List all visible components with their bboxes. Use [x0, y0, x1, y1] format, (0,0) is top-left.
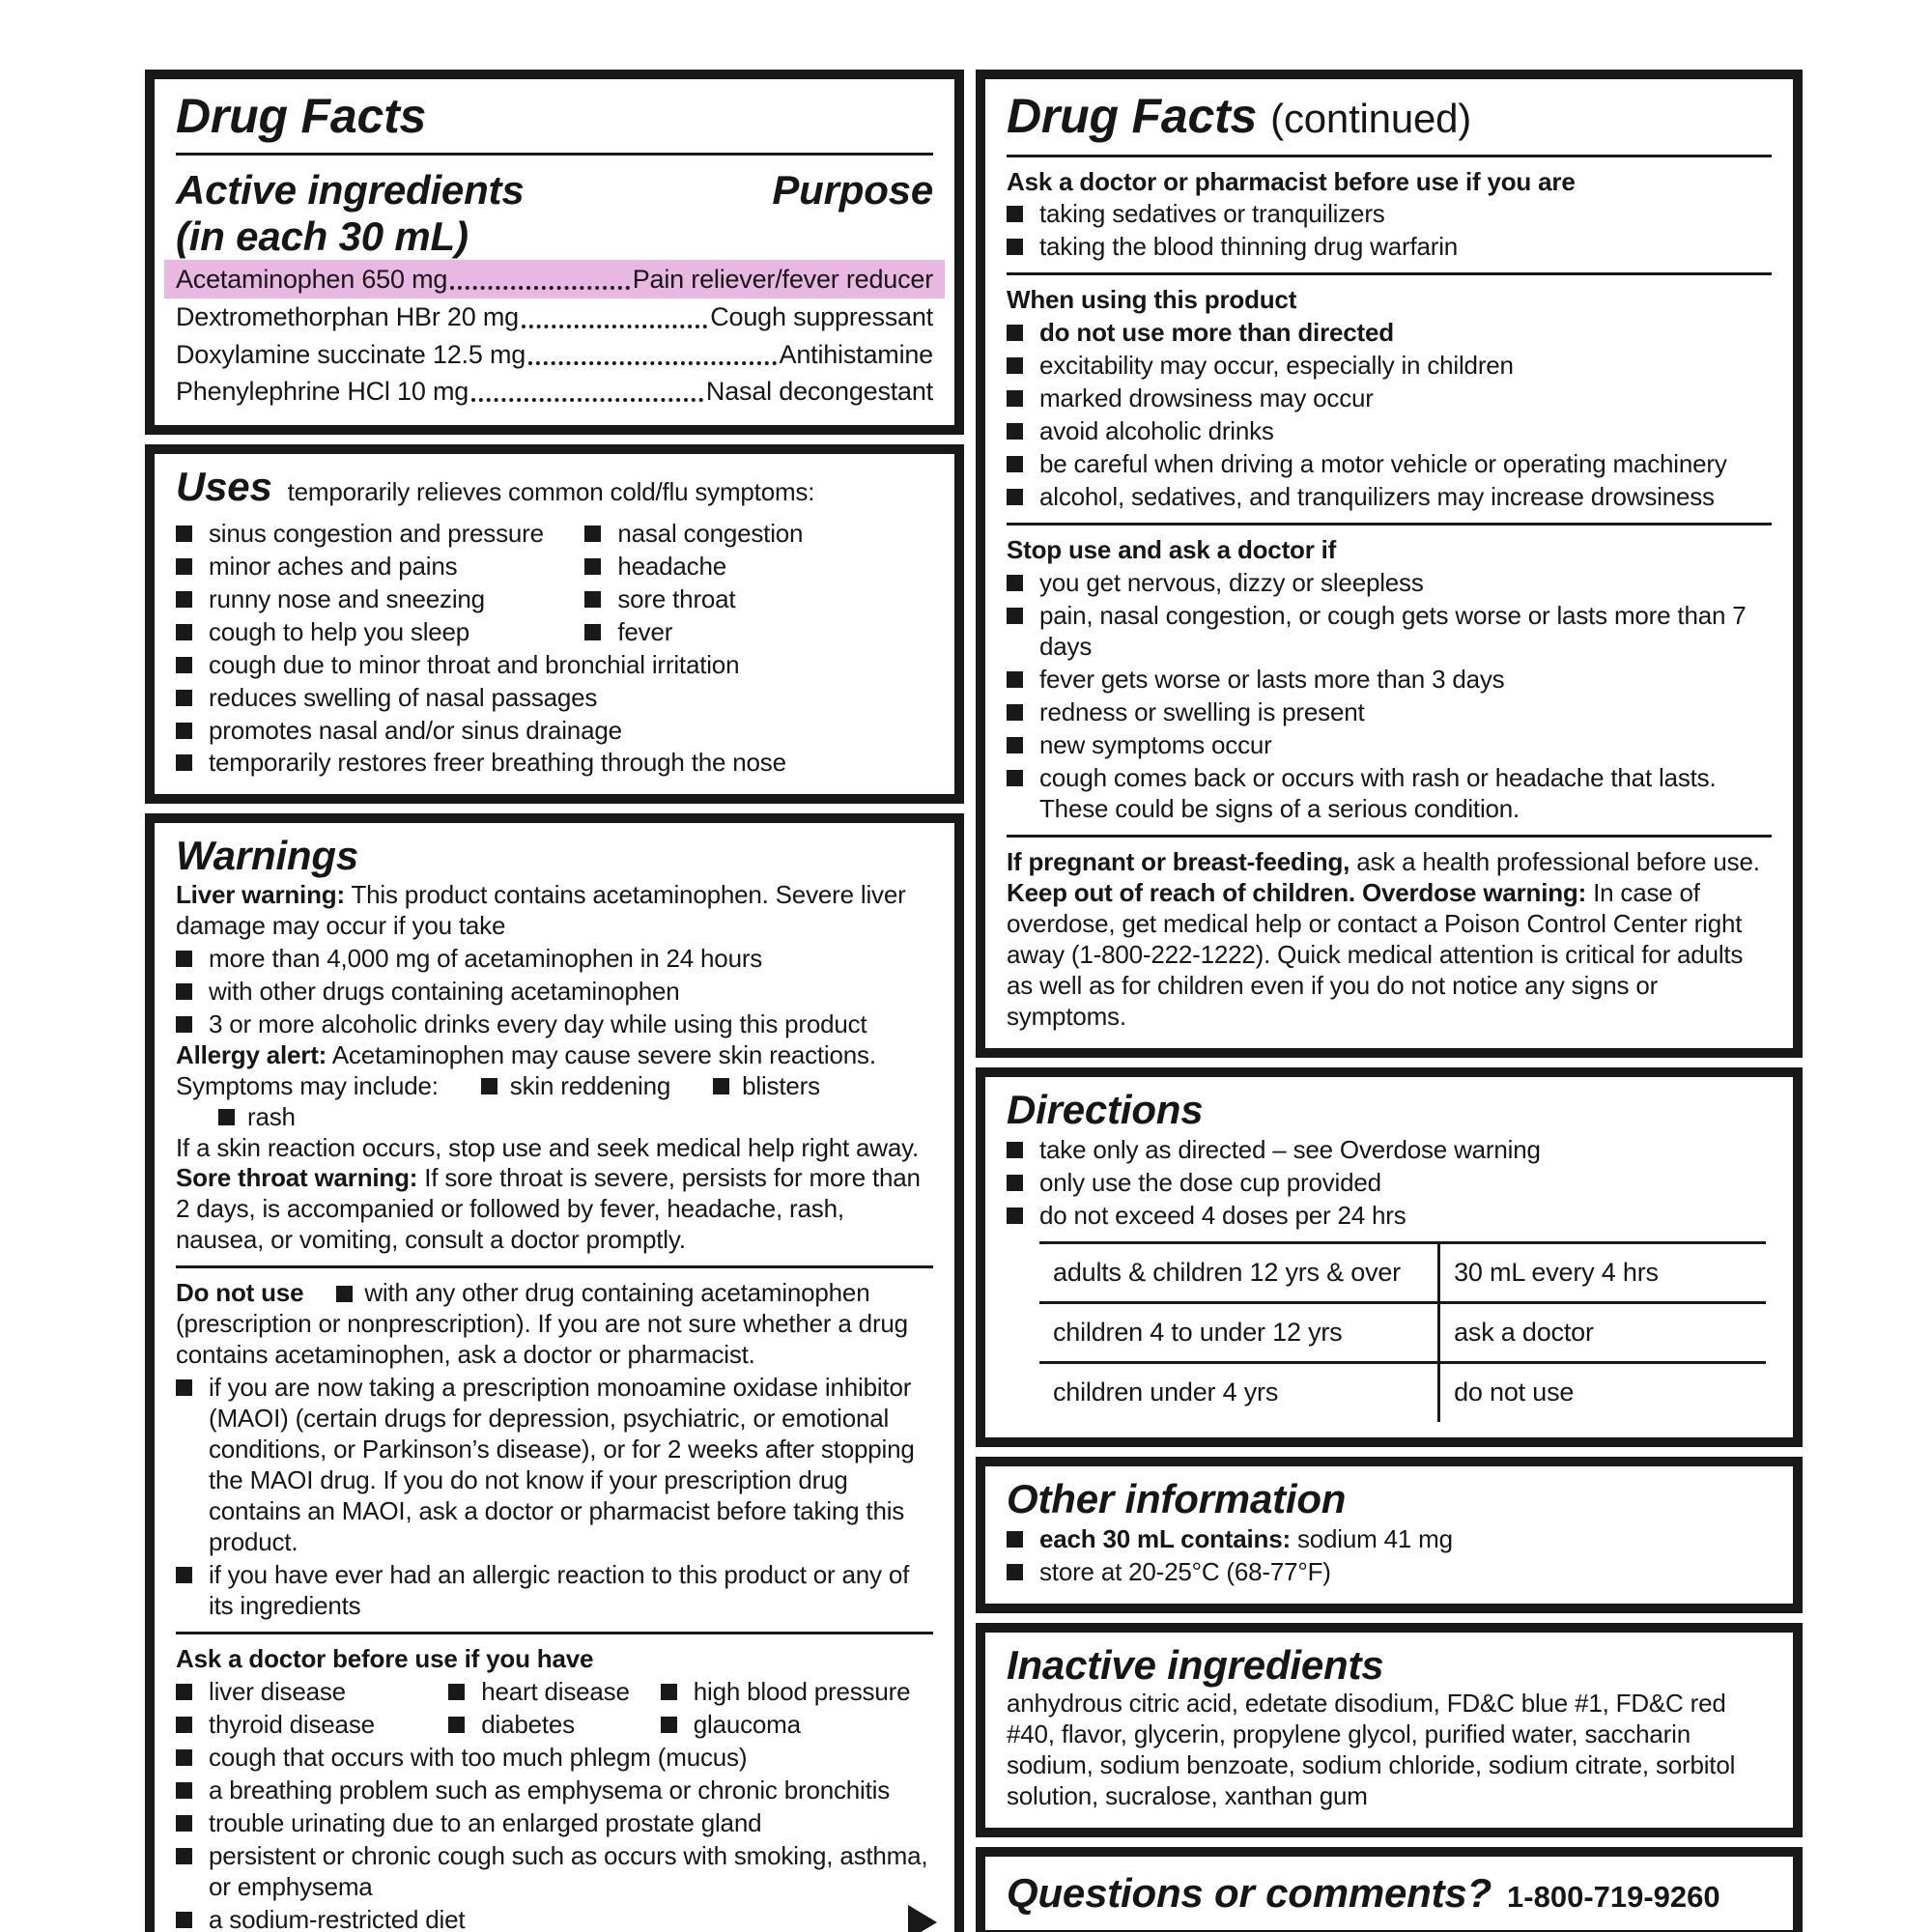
- bullet-icon: [1007, 704, 1023, 721]
- dosing-table: [1039, 1241, 1766, 1422]
- list-item: more than 4,000 mg of acetaminophen in 24 hours: [176, 944, 933, 975]
- list-item: runny nose and sneezing: [176, 584, 584, 615]
- dotted-leader: [471, 398, 703, 402]
- do-not-use-list: [176, 1373, 933, 1622]
- ask-pharmacist-list: [1007, 199, 1772, 263]
- bullet-icon: [1007, 1208, 1023, 1224]
- bullet-icon: [176, 983, 192, 1000]
- bullet-icon: [176, 526, 192, 542]
- panel-drug-facts-continued: [976, 70, 1803, 1058]
- symptoms-row: Symptoms may include: skin reddening blisters rash: [176, 1070, 820, 1131]
- list-item: a sodium-restricted diet: [176, 1905, 933, 1932]
- bullet-icon: [176, 1684, 192, 1700]
- purpose-heading: Purpose: [772, 166, 933, 213]
- bullet-icon: [176, 1016, 192, 1033]
- bullet-icon: [713, 1078, 729, 1094]
- inactive-ingredients-text: anhydrous citric acid, edetate disodium, FD&C blue #1, FD&C red #40, flavor, glycerin, propylene glycol, purified water, saccharin sodium, sodium benzoate, sodium chloride, sodium citrate, sorbitol solution, sucralose, xanthan gum: [1007, 1689, 1736, 1810]
- list-item: take only as directed – see Overdose warning: [1007, 1135, 1772, 1166]
- divider: [1007, 272, 1772, 275]
- list-item: temporarily restores freer breathing through the nose: [176, 748, 933, 779]
- bullet-icon: [481, 1078, 497, 1094]
- when-using-heading: When using this product: [1007, 285, 1297, 315]
- ingredient-row-highlighted: Acetaminophen 650 mg Pain reliever/fever reducer: [164, 260, 945, 298]
- dose-amount-cell: ask a doctor: [1439, 1303, 1766, 1363]
- pregnant-note: If pregnant or breast-feeding, ask a health professional before use.: [1007, 846, 1760, 876]
- uses-full-width-list: [176, 650, 933, 780]
- bullet-icon: [176, 690, 192, 706]
- bullet-icon: [1007, 671, 1023, 688]
- list-item: minor aches and pains: [176, 552, 584, 582]
- stop-use-list: [1007, 568, 1772, 825]
- list-item: marked drowsiness may occur: [1007, 384, 1772, 414]
- list-item: if you are now taking a prescription monoamine oxidase inhibitor (MAOI) (certain drugs for depression, psychiatric, or emotional conditions, or Parkinson’s disease), or for 2 weeks after stopping the MAOI drug. If you do not know if your prescription drug contains an MAOI, ask a doctor or pharmacist before taking this product.: [176, 1373, 933, 1558]
- list-item: blisters: [713, 1071, 820, 1102]
- list-item: cough comes back or occurs with rash or headache that lasts. These could be signs of a serious condition.: [1007, 763, 1772, 825]
- bullet-icon: [176, 1717, 192, 1733]
- list-item: with other drugs containing acetaminophen: [176, 977, 933, 1008]
- bullet-icon: [176, 1815, 192, 1832]
- questions-phone-number: 1-800-719-9260: [1507, 1879, 1720, 1914]
- uses-intro: temporarily relieves common cold/flu symptoms:: [287, 477, 815, 507]
- list-item: persistent or chronic cough such as occurs with smoking, asthma, or emphysema: [176, 1841, 933, 1903]
- bullet-icon: [1007, 575, 1023, 591]
- bullet-icon: [1007, 1142, 1023, 1158]
- bullet-icon: [1007, 1531, 1023, 1548]
- list-item: sinus congestion and pressure: [176, 519, 584, 550]
- list-item: high blood pressure: [661, 1677, 933, 1708]
- label-body: [145, 70, 1803, 1932]
- uses-two-column-list: [176, 517, 933, 648]
- drug-facts-title: Drug Facts: [176, 89, 427, 143]
- bullet-icon: [1007, 1564, 1023, 1580]
- list-item: alcohol, sedatives, and tranquilizers may increase drowsiness: [1007, 482, 1772, 513]
- sore-throat-warning: Sore throat warning: If sore throat is severe, persists for more than 2 days, is accompanied or followed by fever, headache, rash, nausea, or vomiting, consult a doctor promptly.: [176, 1163, 921, 1255]
- bullet-icon: [584, 526, 601, 542]
- bullet-icon: [176, 1749, 192, 1766]
- inactive-ingredients-heading: Inactive ingredients: [1007, 1641, 1384, 1688]
- bullet-icon: [176, 1379, 192, 1396]
- list-item: reduces swelling of nasal passages: [176, 683, 933, 714]
- bullet-icon: [661, 1717, 677, 1733]
- list-item: only use the dose cup provided: [1007, 1168, 1772, 1199]
- list-item: skin reddening: [481, 1071, 670, 1102]
- panel-inactive-ingredients: [976, 1623, 1803, 1837]
- list-item: cough due to minor throat and bronchial irritation: [176, 650, 933, 681]
- bullet-icon: [176, 1912, 192, 1928]
- bullet-icon: [176, 624, 192, 640]
- list-item: a breathing problem such as emphysema or chronic bronchitis: [176, 1776, 933, 1806]
- list-item: new symptoms occur: [1007, 730, 1772, 761]
- bullet-icon: [1007, 489, 1023, 505]
- questions-heading: Questions or comments?: [1007, 1869, 1492, 1916]
- list-item: 3 or more alcoholic drinks every day while using this product: [176, 1009, 933, 1040]
- ingredient-row: Phenylephrine HCl 10 mg Nasal decongestant: [176, 377, 933, 407]
- stop-use-heading: Stop use and ask a doctor if: [1007, 535, 1337, 565]
- table-row: [1039, 1242, 1766, 1302]
- list-item: do not exceed 4 doses per 24 hrs: [1007, 1201, 1772, 1232]
- list-item: store at 20-25°C (68-77°F): [1007, 1557, 1772, 1588]
- divider: [176, 1265, 933, 1268]
- other-information-list: [1007, 1524, 1772, 1588]
- keep-out-of-reach-note: Keep out of reach of children. Overdose warning: In case of overdose, get medical help or contact a Poison Control Center right away (1-800-222-1222). Quick medical attention is critical for adults as well as for children even if you do not notice any signs or symptoms.: [1007, 877, 1744, 1031]
- when-using-list: [1007, 318, 1772, 513]
- bullet-icon: [176, 591, 192, 608]
- dose-amount-cell: do not use: [1439, 1363, 1766, 1422]
- column-left: [145, 70, 964, 1932]
- list-item: cough to help you sleep: [176, 617, 584, 648]
- ask-doctor-grid: [176, 1675, 933, 1741]
- bullet-icon: [448, 1684, 465, 1700]
- divider: [1007, 835, 1772, 838]
- list-item: taking sedatives or tranquilizers: [1007, 199, 1772, 230]
- divider: [176, 153, 933, 156]
- panel-directions: [976, 1067, 1803, 1447]
- bullet-icon: [176, 1567, 192, 1583]
- list-item: do not use more than directed: [1007, 318, 1772, 349]
- liver-warning-list: [176, 944, 933, 1040]
- drug-facts-title: Drug Facts: [1007, 89, 1258, 143]
- list-item: glaucoma: [661, 1710, 933, 1741]
- list-item: pain, nasal congestion, or cough gets worse or lasts more than 7 days: [1007, 601, 1772, 663]
- bullet-icon: [176, 1782, 192, 1799]
- directions-list: [1007, 1135, 1772, 1232]
- list-item: promotes nasal and/or sinus drainage: [176, 716, 933, 747]
- active-ingredients-header: [176, 167, 933, 261]
- bullet-icon: [661, 1684, 677, 1700]
- bullet-icon: [1007, 1175, 1023, 1191]
- continued-label: (continued): [1270, 96, 1472, 141]
- bullet-icon: [448, 1717, 465, 1733]
- ingredient-row: Dextromethorphan HBr 20 mg Cough suppressant: [176, 302, 933, 332]
- list-item: taking the blood thinning drug warfarin: [1007, 232, 1772, 263]
- dotted-leader: [522, 325, 707, 328]
- bullet-icon: [1007, 357, 1023, 374]
- bullet-icon: [1007, 239, 1023, 255]
- divider: [1007, 155, 1772, 157]
- bullet-icon: [1007, 423, 1023, 440]
- list-item: fever: [584, 617, 933, 648]
- liver-warning: Liver warning: This product contains acetaminophen. Severe liver damage may occur if you take: [176, 879, 906, 940]
- panel-warnings: [145, 813, 964, 1932]
- list-item: you get nervous, dizzy or sleepless: [1007, 568, 1772, 599]
- list-item: sore throat: [584, 584, 933, 615]
- panel-other-information: [976, 1457, 1803, 1613]
- directions-heading: Directions: [1007, 1086, 1204, 1132]
- bullet-icon: [336, 1286, 353, 1302]
- bullet-icon: [584, 591, 601, 608]
- dose-age-cell: children under 4 yrs: [1039, 1363, 1439, 1422]
- bullet-icon: [176, 657, 192, 673]
- do-not-use: Do not use with any other drug containing acetaminophen (prescription or nonprescription). If you are not sure whether a drug contains acetaminophen, ask a doctor or pharmacist.: [176, 1278, 908, 1370]
- list-item: nasal congestion: [584, 519, 933, 550]
- bullet-icon: [1007, 206, 1023, 222]
- bullet-icon: [1007, 608, 1023, 624]
- list-item: excitability may occur, especially in children: [1007, 351, 1772, 382]
- ingredient-row: Doxylamine succinate 12.5 mg Antihistamine: [176, 339, 933, 369]
- other-information-heading: Other information: [1007, 1475, 1347, 1521]
- list-item: trouble urinating due to an enlarged prostate gland: [176, 1808, 933, 1839]
- ask-doctor-full-list: [176, 1743, 933, 1932]
- list-item: heart disease: [448, 1677, 661, 1708]
- warnings-heading: Warnings: [176, 833, 358, 879]
- panel-questions: [976, 1847, 1803, 1932]
- bullet-icon: [584, 558, 601, 575]
- bullet-icon: [1007, 325, 1023, 341]
- list-item: liver disease: [176, 1677, 448, 1708]
- panel-uses: [145, 444, 964, 804]
- column-right: [976, 70, 1803, 1932]
- dose-age-cell: adults & children 12 yrs & over: [1039, 1242, 1439, 1302]
- dotted-leader: [450, 286, 630, 290]
- ask-pharmacist-heading: Ask a doctor or pharmacist before use if you are: [1007, 166, 1576, 196]
- active-ingredients-heading: Active ingredients: [176, 166, 525, 213]
- list-item: cough that occurs with too much phlegm (mucus): [176, 1743, 933, 1774]
- divider: [1007, 523, 1772, 526]
- panel-active-ingredients: [145, 70, 964, 435]
- dose-amount-cell: 30 mL every 4 hrs: [1439, 1242, 1766, 1302]
- bullet-icon: [1007, 456, 1023, 472]
- dose-age-cell: children 4 to under 12 yrs: [1039, 1303, 1439, 1363]
- list-item: redness or swelling is present: [1007, 697, 1772, 728]
- list-item: headache: [584, 552, 933, 582]
- bullet-icon: [584, 624, 601, 640]
- bullet-icon: [176, 723, 192, 739]
- list-item: thyroid disease: [176, 1710, 448, 1741]
- bullet-icon: [1007, 737, 1023, 753]
- bullet-icon: [176, 951, 192, 967]
- divider: [176, 1632, 933, 1634]
- continued-arrow-icon: [908, 1905, 937, 1932]
- continued-title-row: [1007, 89, 1772, 145]
- allergy-alert: Allergy alert: Acetaminophen may cause severe skin reactions.: [176, 1039, 876, 1069]
- list-item: if you have ever had an allergic reaction to this product or any of its ingredients: [176, 1560, 933, 1622]
- bullet-icon: [218, 1109, 235, 1125]
- list-item: rash: [218, 1102, 296, 1133]
- bullet-icon: [176, 754, 192, 771]
- bullet-icon: [1007, 770, 1023, 786]
- list-item: each 30 mL contains: sodium 41 mg: [1007, 1524, 1772, 1555]
- table-row: [1039, 1363, 1766, 1422]
- active-ingredients-subheading: (in each 30 mL): [176, 213, 469, 259]
- uses-heading: Uses: [176, 464, 272, 510]
- ask-doctor-heading: Ask a doctor before use if you have: [176, 1644, 594, 1674]
- dotted-leader: [528, 361, 776, 365]
- list-item: be careful when driving a motor vehicle or operating machinery: [1007, 449, 1772, 480]
- list-item: diabetes: [448, 1710, 661, 1741]
- list-item: fever gets worse or lasts more than 3 days: [1007, 665, 1772, 696]
- bullet-icon: [176, 558, 192, 575]
- list-item: avoid alcoholic drinks: [1007, 416, 1772, 447]
- table-row: [1039, 1303, 1766, 1363]
- bullet-icon: [1007, 390, 1023, 407]
- bullet-icon: [176, 1848, 192, 1864]
- skin-reaction-note: If a skin reaction occurs, stop use and seek medical help right away.: [176, 1132, 920, 1162]
